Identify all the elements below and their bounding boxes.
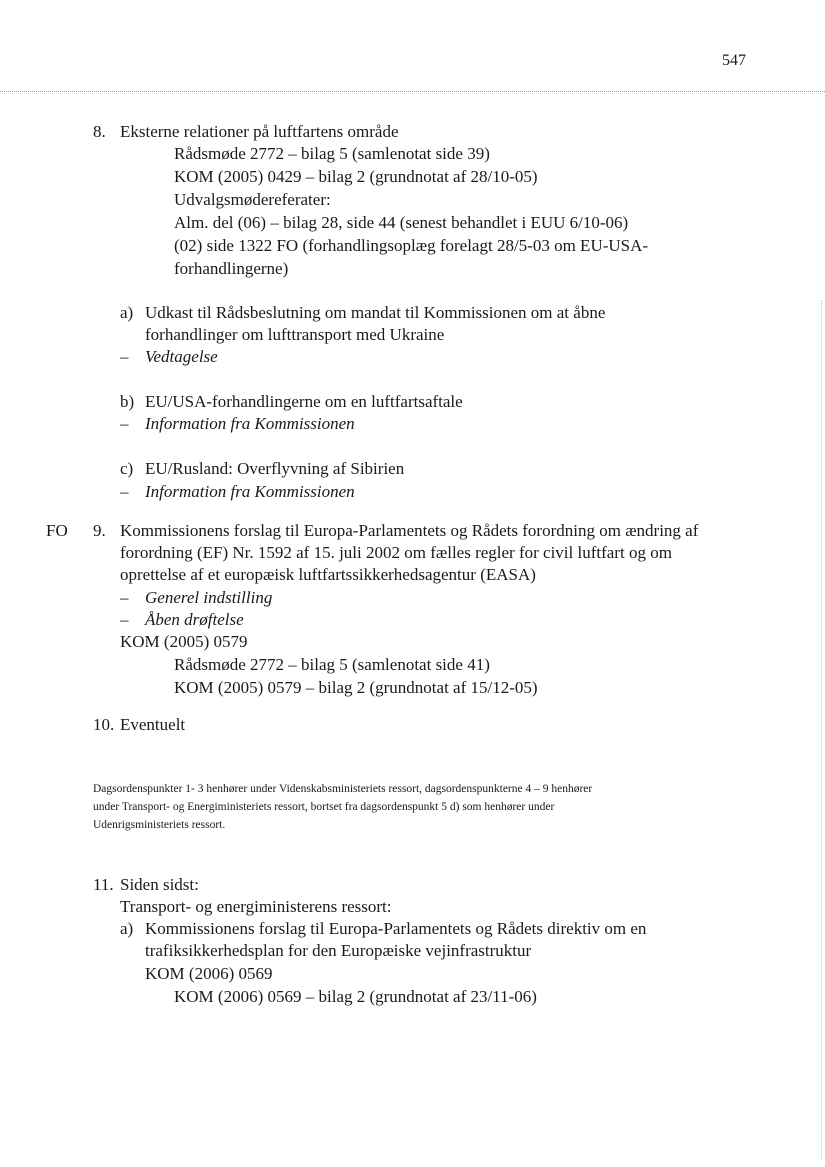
footnote-line: Dagsordenspunkter 1- 3 henhører under Videnskabsministeriets ressort, dagsordenspunkterne 4 – 9 henhører: [93, 783, 593, 795]
reference-line: (02) side 1322 FO (forhandlingsoplæg forelagt 28/5-03 om EU-USA-: [174, 236, 649, 255]
dash: –: [120, 414, 129, 433]
reference-line: KOM (2006) 0569 – bilag 2 (grundnotat af 23/11-06): [174, 987, 537, 1006]
sub-item-letter: c): [120, 459, 134, 478]
item-note: Generel indstilling: [145, 588, 273, 607]
kom-reference: KOM (2006) 0569: [145, 964, 273, 983]
sub-item-text: Udkast til Rådsbeslutning om mandat til Kommissionen om at åbne: [145, 303, 606, 322]
reference-line: KOM (2005) 0579 – bilag 2 (grundnotat af 15/12-05): [174, 678, 538, 697]
sub-item-letter: a): [120, 303, 134, 322]
sub-item-text: EU/Rusland: Overflyvning af Sibirien: [145, 459, 405, 478]
header-rule: [0, 91, 825, 92]
reference-line: forhandlingerne): [174, 259, 289, 278]
item-title: Siden sidst:: [120, 875, 199, 894]
sub-item-text: EU/USA-forhandlingerne om en luftfartsaftale: [145, 392, 463, 411]
sub-item-text: trafiksikkerhedsplan for den Europæiske vejinfrastruktur: [145, 941, 532, 960]
reference-line: KOM (2005) 0429 – bilag 2 (grundnotat af 28/10-05): [174, 167, 538, 186]
kom-reference: KOM (2005) 0579: [120, 632, 248, 651]
sub-item-text: Kommissionens forslag til Europa-Parlamentets og Rådets direktiv om en: [145, 919, 647, 938]
dash: –: [120, 347, 129, 366]
item-number: 11.: [93, 875, 114, 894]
scan-edge: [821, 300, 822, 1160]
page-number: 547: [722, 52, 746, 69]
dash: –: [120, 610, 129, 629]
sub-item-note: Information fra Kommissionen: [145, 414, 355, 433]
reference-line: Rådsmøde 2772 – bilag 5 (samlenotat side 39): [174, 144, 490, 163]
item-subtitle: Transport- og energiministerens ressort:: [120, 897, 392, 916]
footnote-line: under Transport- og Energiministeriets ressort, bortset fra dagsordenspunkt 5 d) som henhører under: [93, 801, 555, 813]
item-text: forordning (EF) Nr. 1592 af 15. juli 2002 om fælles regler for civil luftfart og om: [120, 543, 672, 562]
sub-item-letter: a): [120, 919, 134, 938]
item-number: 9.: [93, 521, 106, 540]
item-text: Kommissionens forslag til Europa-Parlamentets og Rådets forordning om ændring af: [120, 521, 699, 540]
item-number: 10.: [93, 715, 115, 734]
reference-line: Rådsmøde 2772 – bilag 5 (samlenotat side 41): [174, 655, 490, 674]
item-title: Eventuelt: [120, 715, 186, 734]
reference-line: Udvalgsmødereferater:: [174, 190, 331, 209]
footnote-line: Udenrigsministeriets ressort.: [93, 819, 226, 831]
item-note: Åben drøftelse: [145, 610, 244, 629]
item-number: 8.: [93, 122, 106, 141]
margin-tag: FO: [46, 521, 68, 540]
sub-item-note: Vedtagelse: [145, 347, 218, 366]
item-text: oprettelse af et europæisk luftfartssikkerhedsagentur (EASA): [120, 565, 536, 584]
item-title: Eksterne relationer på luftfartens område: [120, 122, 399, 141]
dash: –: [120, 482, 129, 501]
reference-line: Alm. del (06) – bilag 28, side 44 (senest behandlet i EUU 6/10-06): [174, 213, 629, 232]
sub-item-letter: b): [120, 392, 135, 411]
dash: –: [120, 588, 129, 607]
sub-item-text: forhandlinger om lufttransport med Ukraine: [145, 325, 445, 344]
sub-item-note: Information fra Kommissionen: [145, 482, 355, 501]
